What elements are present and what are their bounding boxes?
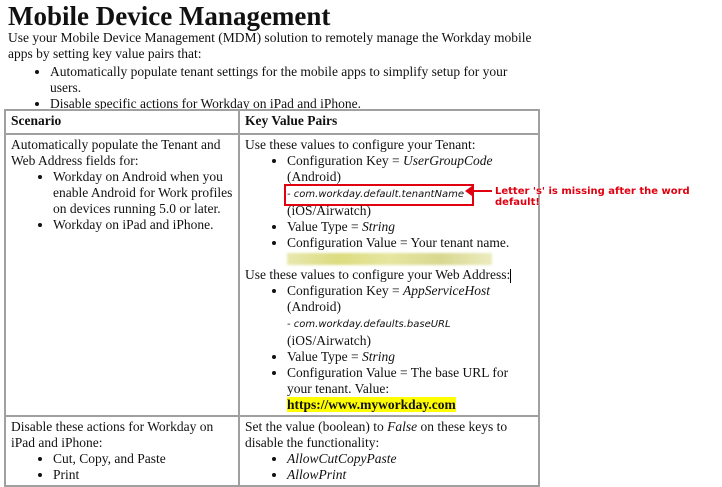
- scenario-text: Automatically populate the Tenant and Web Address fields for:: [11, 137, 221, 168]
- intro: [8, 30, 538, 112]
- arrow-icon: [470, 190, 492, 192]
- key-value-cell: [239, 134, 539, 416]
- tenant-type: • Value Type = String: [287, 219, 533, 235]
- redacted-blur: [287, 253, 492, 265]
- scenario-bullet: • Cut, Copy, and Paste: [53, 451, 233, 467]
- annotation-note: Letter 's' is missing after the word default!: [495, 186, 690, 208]
- header-key-value-pairs: Key Value Pairs: [239, 110, 539, 134]
- scenario-bullet: • Workday on iPad and iPhone.: [53, 217, 233, 233]
- table-row: [5, 416, 539, 486]
- tenant-intro: Use these values to configure your Tenant:: [245, 137, 476, 152]
- tenant-value: • Configuration Value = Your tenant name.: [287, 235, 533, 265]
- header-scenario: Scenario: [5, 110, 239, 134]
- url-highlight: https://www.myworkday.com: [287, 397, 456, 412]
- web-ios-key: - com.workday.defaults.baseURL: [287, 319, 451, 330]
- web-intro: Use these values to configure your Web Address:: [245, 267, 511, 282]
- key-item: • AllowCutCopyPaste: [287, 451, 533, 467]
- scenario-bullet: • Workday on Android when you enable Android for Work profiles on devices running 5.0 or later.: [53, 169, 233, 217]
- web-type: • Value Type = String: [287, 349, 533, 365]
- table-row: [5, 134, 539, 416]
- intro-text: Use your Mobile Device Management (MDM) solution to remotely manage the Workday mobile apps by setting key value pairs that:: [8, 30, 532, 61]
- web-key: • Configuration Key = AppServiceHost (Android) - com.workday.defaults.baseURL (iOS/Airwatch): [287, 283, 533, 349]
- key-item: • AllowPrint: [287, 467, 533, 483]
- tenant-ios-key: - com.workday.default.tenantName: [287, 187, 471, 203]
- web-value: • Configuration Value = The base URL for your tenant. Value: https://www.myworkday.com: [287, 365, 533, 413]
- page-title: Mobile Device Management: [8, 1, 331, 31]
- scenario-text: Disable these actions for Workday on iPad and iPhone:: [11, 419, 214, 450]
- intro-bullet: • Automatically populate tenant settings for the mobile apps to simplify setup for your users.: [50, 64, 538, 96]
- text-cursor: [510, 269, 511, 283]
- scenario-cell: [5, 134, 239, 416]
- key-value-cell: Set the value (boolean) to False on these keys to disable the functionality: • AllowCutCopyPaste • AllowPrint: [239, 416, 539, 486]
- scenario-cell: [5, 416, 239, 486]
- scenario-bullet: • Print: [53, 467, 233, 483]
- intro-bullet: • Disable specific actions for Workday on iPad and iPhone.: [50, 96, 538, 112]
- tenant-key: • Configuration Key = UserGroupCode (Android) - com.workday.default.tenantName (iOS/Airwatch): [287, 153, 533, 219]
- mdm-table: [4, 109, 540, 487]
